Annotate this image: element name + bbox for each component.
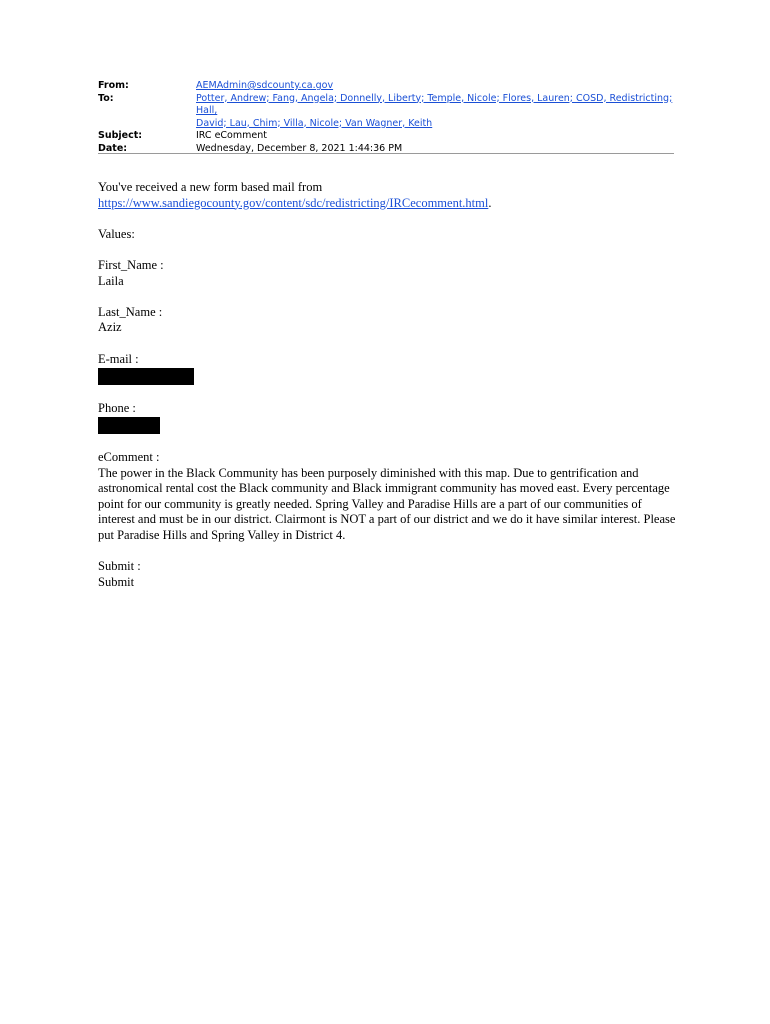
intro-period: . bbox=[488, 195, 492, 210]
first-name-label: First_Name : bbox=[98, 257, 164, 272]
submit-label: Submit : bbox=[98, 559, 141, 574]
email-body bbox=[98, 180, 678, 606]
recipients bbox=[196, 93, 676, 131]
intro-text: You've received a new form based mail from bbox=[98, 180, 323, 194]
intro-link-line bbox=[98, 196, 678, 212]
first-name-field bbox=[98, 258, 678, 289]
subject-row bbox=[98, 130, 676, 143]
to-label: To: bbox=[98, 92, 114, 104]
to-row bbox=[98, 93, 676, 131]
intro-paragraph bbox=[98, 180, 678, 211]
values-label: Values: bbox=[98, 226, 135, 241]
from-row bbox=[98, 80, 676, 93]
phone-label: Phone : bbox=[98, 400, 136, 415]
subject-label: Subject: bbox=[98, 130, 143, 141]
ecomment-field bbox=[98, 450, 678, 544]
recipients-line-1[interactable]: Potter, Andrew; Fang, Angela; Donnelly, Liberty; Temple, Nicole; Flores, Lauren; COSD, Redistricting; Hall, bbox=[196, 92, 673, 116]
email-field bbox=[98, 352, 678, 386]
date-value: Wednesday, December 8, 2021 1:44:36 PM bbox=[196, 142, 403, 154]
header-divider bbox=[98, 153, 674, 154]
date-label: Date: bbox=[98, 142, 128, 154]
submit-field bbox=[98, 559, 678, 590]
last-name-label: Last_Name : bbox=[98, 304, 163, 319]
ecomment-line-2: astronomical rental cost the Black community and Black immigrant community has moved east. Every percentage bbox=[98, 481, 670, 496]
phone-redaction bbox=[98, 417, 160, 434]
email-label: E-mail : bbox=[98, 351, 139, 366]
ecomment-line-1: The power in the Black Community has been purposely diminished with this map. Due to gentrification and bbox=[98, 465, 639, 480]
subject-value: IRC eComment bbox=[196, 130, 267, 141]
submit-value: Submit bbox=[98, 574, 135, 589]
first-name-value: Laila bbox=[98, 273, 124, 288]
form-url-link[interactable]: https://www.sandiegocounty.gov/content/sdc/redistricting/IRCecomment.html bbox=[98, 195, 489, 210]
last-name-value: Aziz bbox=[98, 320, 122, 335]
last-name-field bbox=[98, 305, 678, 336]
email-header bbox=[98, 80, 676, 155]
phone-field bbox=[98, 401, 678, 435]
ecomment-line-4: interest and must be in our district. Clairmont is NOT a part of our district and we do it have similar interest. Please bbox=[98, 512, 676, 527]
from-address-link[interactable]: AEMAdmin@sdcounty.ca.gov bbox=[196, 80, 334, 91]
from-label: From: bbox=[98, 80, 129, 91]
ecomment-line-5: put Paradise Hills and Spring Valley in District 4. bbox=[98, 527, 346, 542]
email-redaction bbox=[98, 368, 194, 385]
ecomment-line-3: point for our community is greatly needed. Spring Valley and Paradise Hills are a part of our communities of bbox=[98, 496, 642, 511]
recipients-line-2[interactable]: David; Lau, Chim; Villa, Nicole; Van Wagner, Keith bbox=[196, 117, 433, 129]
ecomment-label: eComment : bbox=[98, 449, 160, 464]
